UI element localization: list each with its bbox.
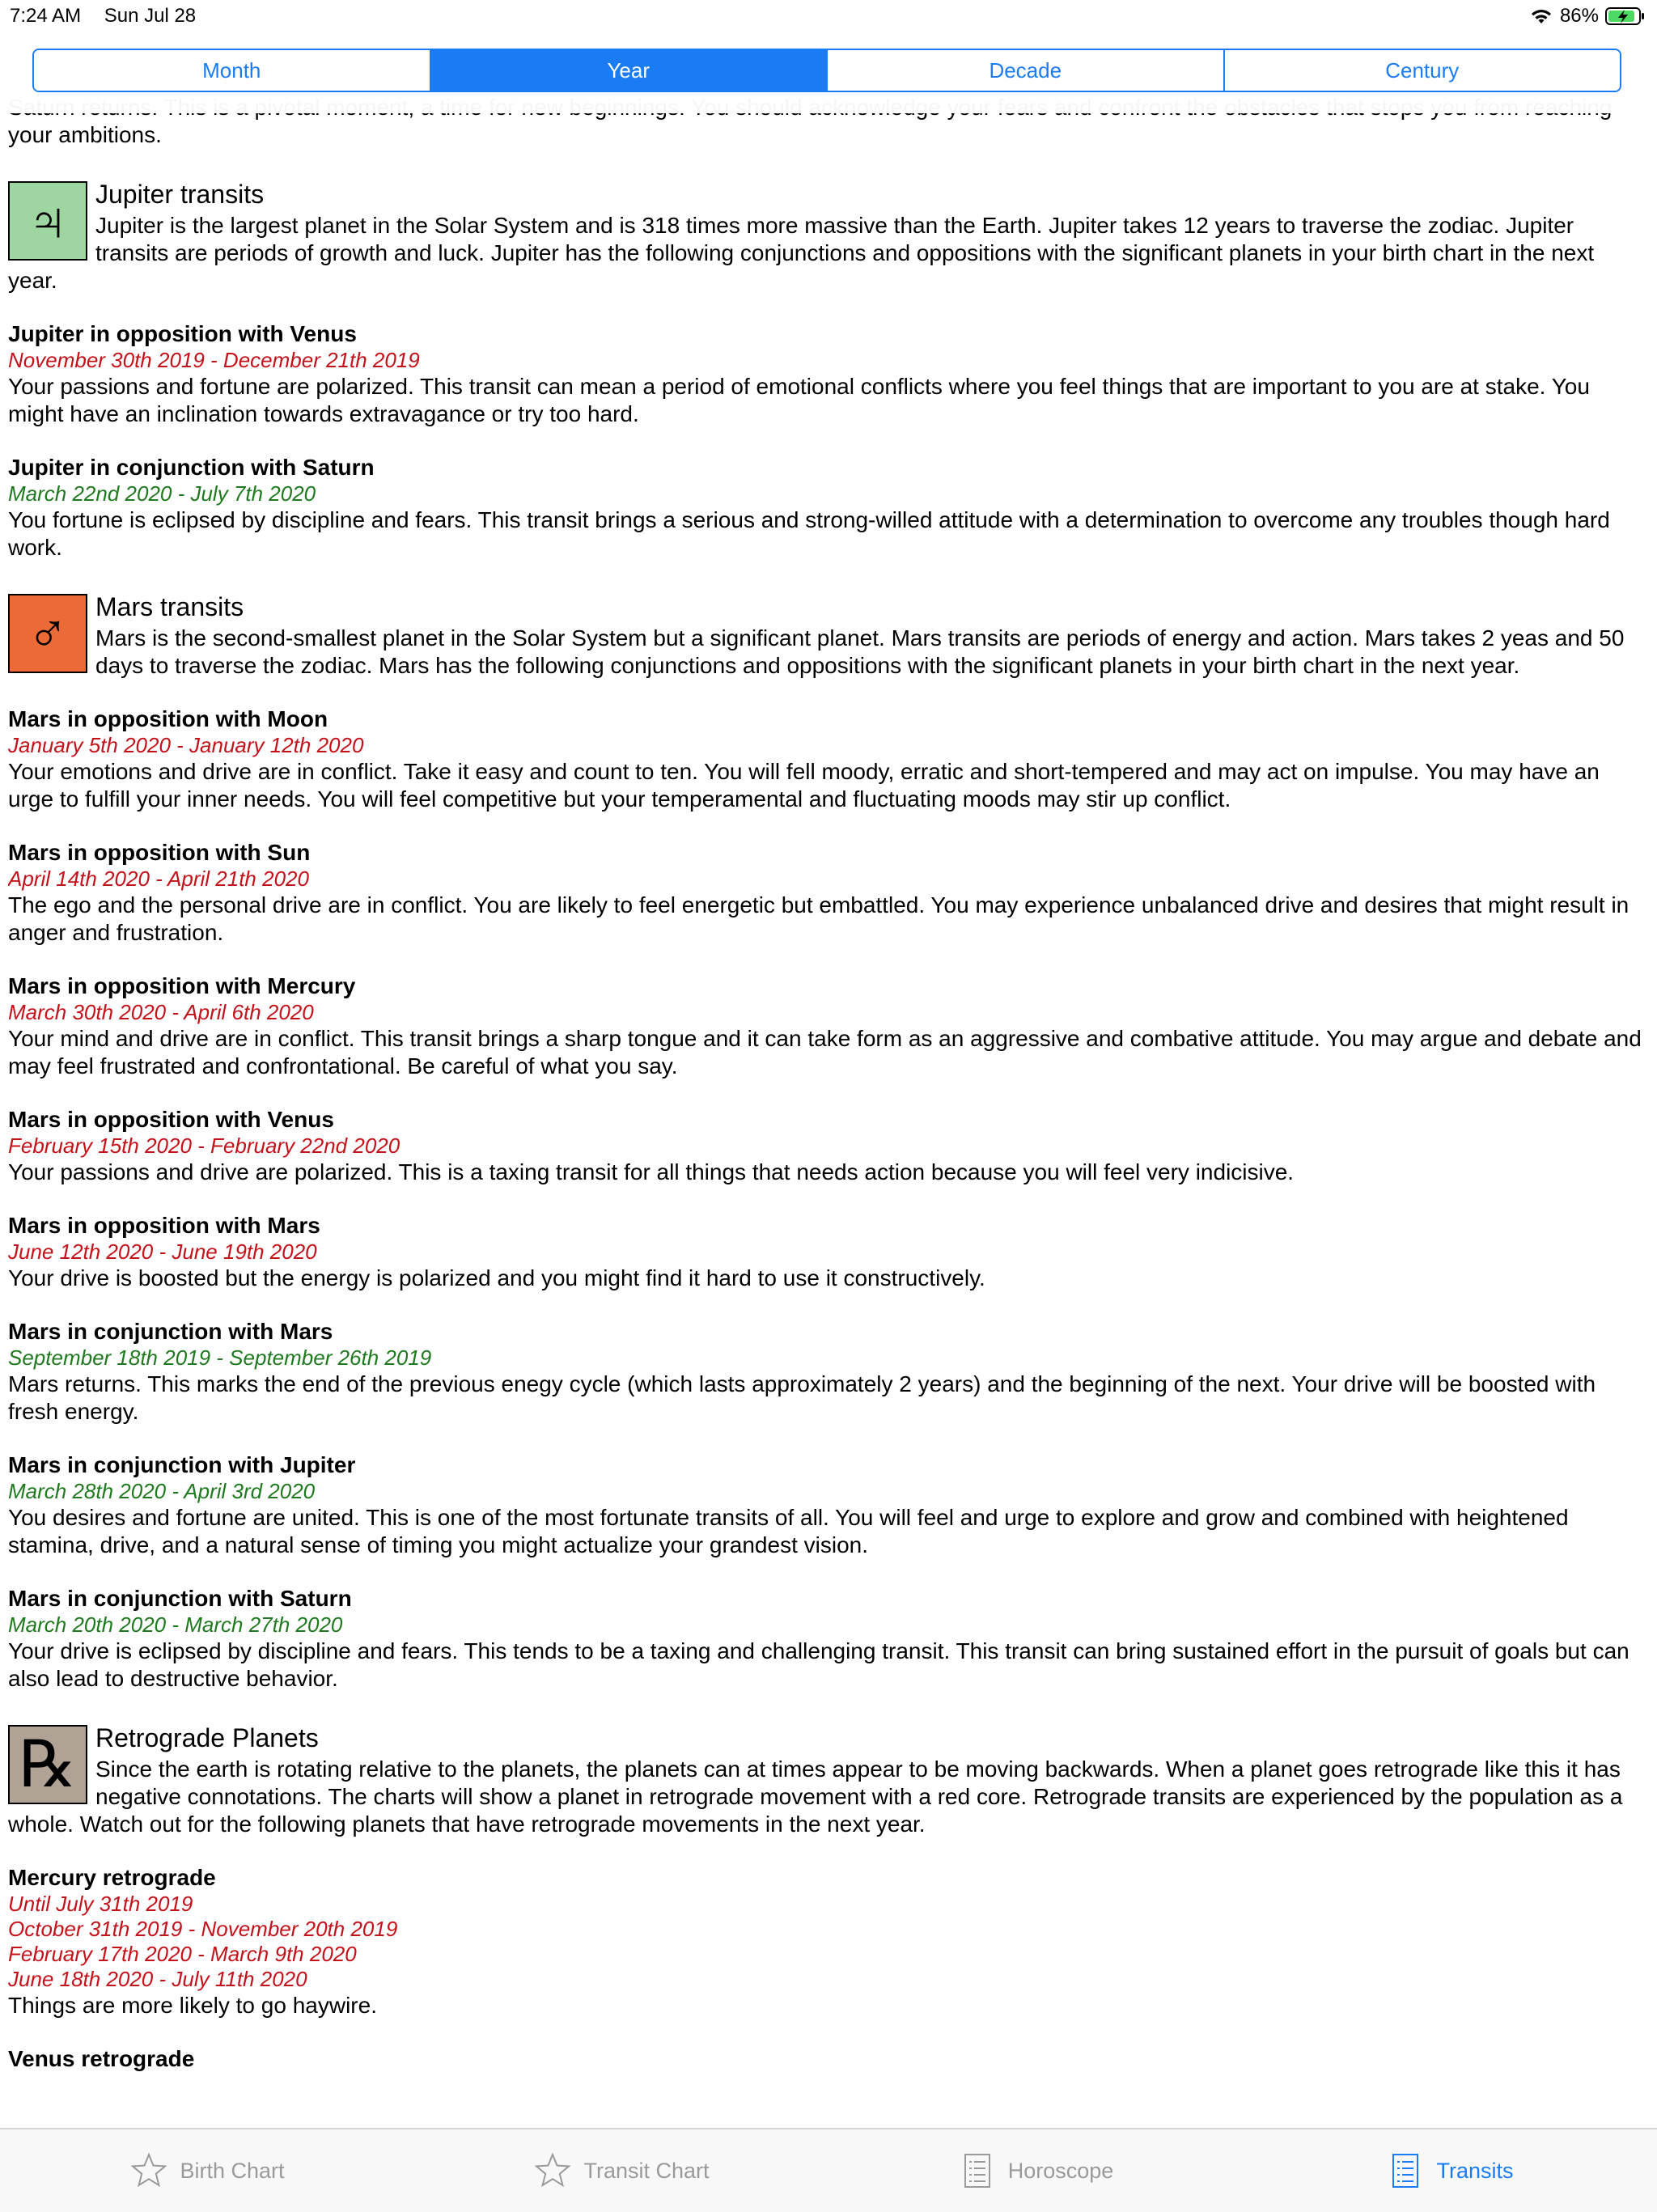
transit-date: March 30th 2020 - April 6th 2020 bbox=[8, 1000, 314, 1024]
retrograde-date: October 31th 2019 - November 20th 2019 bbox=[8, 1917, 398, 1941]
transit-date: February 15th 2020 - February 22nd 2020 bbox=[8, 1134, 400, 1158]
transit-title: Jupiter in conjunction with Saturn bbox=[8, 455, 375, 480]
tab-transit-chart[interactable] bbox=[414, 2129, 828, 2212]
transit-date: April 14th 2020 - April 21th 2020 bbox=[8, 867, 309, 891]
retrograde-title: Venus retrograde bbox=[8, 2046, 195, 2071]
retrograde-section-header bbox=[8, 1722, 1642, 1838]
transit-entry bbox=[8, 1318, 1642, 1426]
transit-title: Mars in opposition with Mercury bbox=[8, 973, 356, 998]
transit-text: Your passions and drive are polarized. This is a taxing transit for all things that needs action because you will feel very indicisive. bbox=[8, 1159, 1295, 1184]
transit-date: June 12th 2020 - June 19th 2020 bbox=[8, 1239, 317, 1264]
battery-percent: 86% bbox=[1559, 5, 1599, 27]
transit-title: Mars in conjunction with Mars bbox=[8, 1319, 333, 1344]
transit-date: September 18th 2019 - September 26th 2019 bbox=[8, 1345, 432, 1370]
list-icon bbox=[958, 2151, 997, 2190]
status-left bbox=[10, 5, 214, 28]
transit-text: You desires and fortune are united. This is one of the most fortunate transits of all. You will feel and urge to explore and grow and combined with heightened stamina, drive, and a natural sense of timing you might actualize your grandest vision. bbox=[8, 1505, 1569, 1557]
transit-text: Mars returns. This marks the end of the previous enegy cycle (which lasts approximately 2 years) and the beginning of the next. Your drive will be boosted with fresh energy. bbox=[8, 1371, 1596, 1424]
mars-symbol-icon: ♂ bbox=[8, 594, 87, 673]
transit-date: March 22nd 2020 - July 7th 2020 bbox=[8, 481, 316, 506]
status-time: 7:24 AM bbox=[10, 5, 82, 27]
section-description: Jupiter is the largest planet in the Solar System and is 318 times more massive than the Earth. Jupiter takes 12 years to traverse the zodiac. Jupiter transits are periods of growth and luck. Jupiter has the following conjunctions and oppositions with the significant planets in your birth chart in the next year. bbox=[8, 213, 1595, 293]
mars-section bbox=[8, 591, 1642, 1693]
intro-text: your ambitions. bbox=[8, 122, 162, 147]
transits-content[interactable] bbox=[8, 97, 1642, 2128]
retrograde-date: Until July 31th 2019 bbox=[8, 1892, 193, 1916]
tab-birth-chart[interactable] bbox=[0, 2129, 414, 2212]
period-segmented-control bbox=[32, 49, 1621, 92]
star-icon bbox=[533, 2151, 572, 2190]
transit-entry bbox=[8, 706, 1642, 813]
transit-entry bbox=[8, 1212, 1642, 1292]
tab-label: Horoscope bbox=[1007, 2158, 1114, 2183]
tab-label: Transits bbox=[1436, 2158, 1514, 2183]
transit-text: The ego and the personal drive are in conflict. You are likely to feel energetic but embattled. You may experience unbalanced drive and desires that might result in anger and frustration. bbox=[8, 892, 1629, 945]
tab-horoscope[interactable] bbox=[828, 2129, 1243, 2212]
transit-entry bbox=[8, 1451, 1642, 1559]
retrograde-text: Things are more likely to go haywire. bbox=[8, 1993, 377, 2018]
transit-text: You fortune is eclipsed by discipline and fears. This transit brings a serious and strong-willed attitude with a determination to overcome any troubles though hard work. bbox=[8, 507, 1610, 560]
section-description: Since the earth is rotating relative to the planets, the planets can at times appear to be moving backwards. When a planet goes retrograde like this it has negative connotations. The charts will show a planet in retrograde movement with a red core. Retrograde transits are experienced by the population as a whole. Watch out for the following planets that have retrograde movements in the next year. bbox=[8, 1756, 1623, 1837]
status-date: Sun Jul 28 bbox=[104, 5, 197, 27]
transit-text: Your emotions and drive are in conflict. Take it easy and count to ten. You will fell moody, erratic and short-tempered and may act on impulse. You may have an urge to fulfill your inner needs. You will feel competitive but your temperamental and fluctuating moods may stir up conflict. bbox=[8, 759, 1600, 811]
retrograde-title: Mercury retrograde bbox=[8, 1865, 216, 1890]
wifi-icon bbox=[1529, 7, 1553, 25]
transit-title: Mars in opposition with Venus bbox=[8, 1107, 334, 1132]
segmented-control-bar bbox=[0, 32, 1657, 113]
jupiter-section bbox=[8, 178, 1642, 561]
tab-label: Birth Chart bbox=[180, 2158, 285, 2183]
segment-century[interactable]: Century bbox=[1223, 50, 1621, 91]
jupiter-section-header bbox=[8, 178, 1642, 295]
transit-title: Mars in opposition with Sun bbox=[8, 840, 311, 865]
transit-date: January 5th 2020 - January 12th 2020 bbox=[8, 733, 364, 757]
transit-date: March 28th 2020 - April 3rd 2020 bbox=[8, 1479, 316, 1503]
retrograde-date: February 17th 2020 - March 9th 2020 bbox=[8, 1942, 357, 1966]
transit-entry bbox=[8, 1106, 1642, 1186]
transit-entry bbox=[8, 839, 1642, 947]
transit-title: Mars in opposition with Moon bbox=[8, 706, 328, 731]
retrograde-entry bbox=[8, 1864, 1642, 2019]
retrograde-symbol-icon: ℞ bbox=[8, 1725, 87, 1804]
transit-entry bbox=[8, 973, 1642, 1080]
tab-label: Transit Chart bbox=[583, 2158, 710, 2183]
jupiter-symbol-icon: ♃ bbox=[8, 181, 87, 261]
tab-transits[interactable] bbox=[1243, 2129, 1657, 2212]
transit-text: Your mind and drive are in conflict. This transit brings a sharp tongue and it can take form as an aggressive and combative attitude. You may argue and debate and may feel frustrated and confrontational. Be careful of what you say. bbox=[8, 1026, 1642, 1078]
transit-entry bbox=[8, 454, 1642, 561]
segment-month[interactable]: Month bbox=[34, 50, 430, 91]
tab-bar bbox=[0, 2128, 1657, 2212]
retrograde-date: June 18th 2020 - July 11th 2020 bbox=[8, 1967, 307, 1991]
transit-text: Your passions and fortune are polarized. This transit can mean a period of emotional conflicts where you feel things that are important to you are at stake. You might have an inclination towards extravagance or try too hard. bbox=[8, 374, 1590, 426]
transit-title: Mars in opposition with Mars bbox=[8, 1213, 320, 1238]
transit-date: November 30th 2019 - December 21th 2019 bbox=[8, 348, 420, 372]
transit-title: Mars in conjunction with Jupiter bbox=[8, 1452, 356, 1477]
section-title: Jupiter transits bbox=[95, 180, 265, 209]
transit-entry bbox=[8, 320, 1642, 428]
status-right bbox=[1529, 5, 1646, 28]
transit-date: March 20th 2020 - March 27th 2020 bbox=[8, 1612, 343, 1637]
transit-text: Your drive is eclipsed by discipline and fears. This tends to be a taxing and challenging transit. This transit can bring sustained effort in the pursuit of goals but can also lead to destructive behavior. bbox=[8, 1638, 1629, 1691]
transit-title: Mars in conjunction with Saturn bbox=[8, 1586, 352, 1611]
status-bar bbox=[0, 0, 1657, 32]
retrograde-entry bbox=[8, 2045, 1642, 2073]
transit-entry bbox=[8, 1585, 1642, 1693]
mars-section-header bbox=[8, 591, 1642, 680]
star-icon bbox=[129, 2151, 168, 2190]
section-title: Mars transits bbox=[95, 592, 244, 621]
list-icon bbox=[1386, 2151, 1425, 2190]
transit-text: Your drive is boosted but the energy is polarized and you might find it hard to use it constructively. bbox=[8, 1265, 985, 1290]
section-description: Mars is the second-smallest planet in the Solar System but a significant planet. Mars transits are periods of energy and action. Mars takes 2 yeas and 50 days to traverse the zodiac. Mars has the following conjunctions and oppositions with the significant planets in your birth chart in the next year. bbox=[95, 625, 1625, 678]
section-title: Retrograde Planets bbox=[95, 1723, 319, 1752]
retrograde-section bbox=[8, 1722, 1642, 2073]
transit-title: Jupiter in opposition with Venus bbox=[8, 321, 357, 346]
segment-decade[interactable]: Decade bbox=[826, 50, 1223, 91]
battery-charging-icon bbox=[1605, 6, 1646, 26]
segment-year[interactable]: Year bbox=[430, 50, 827, 91]
